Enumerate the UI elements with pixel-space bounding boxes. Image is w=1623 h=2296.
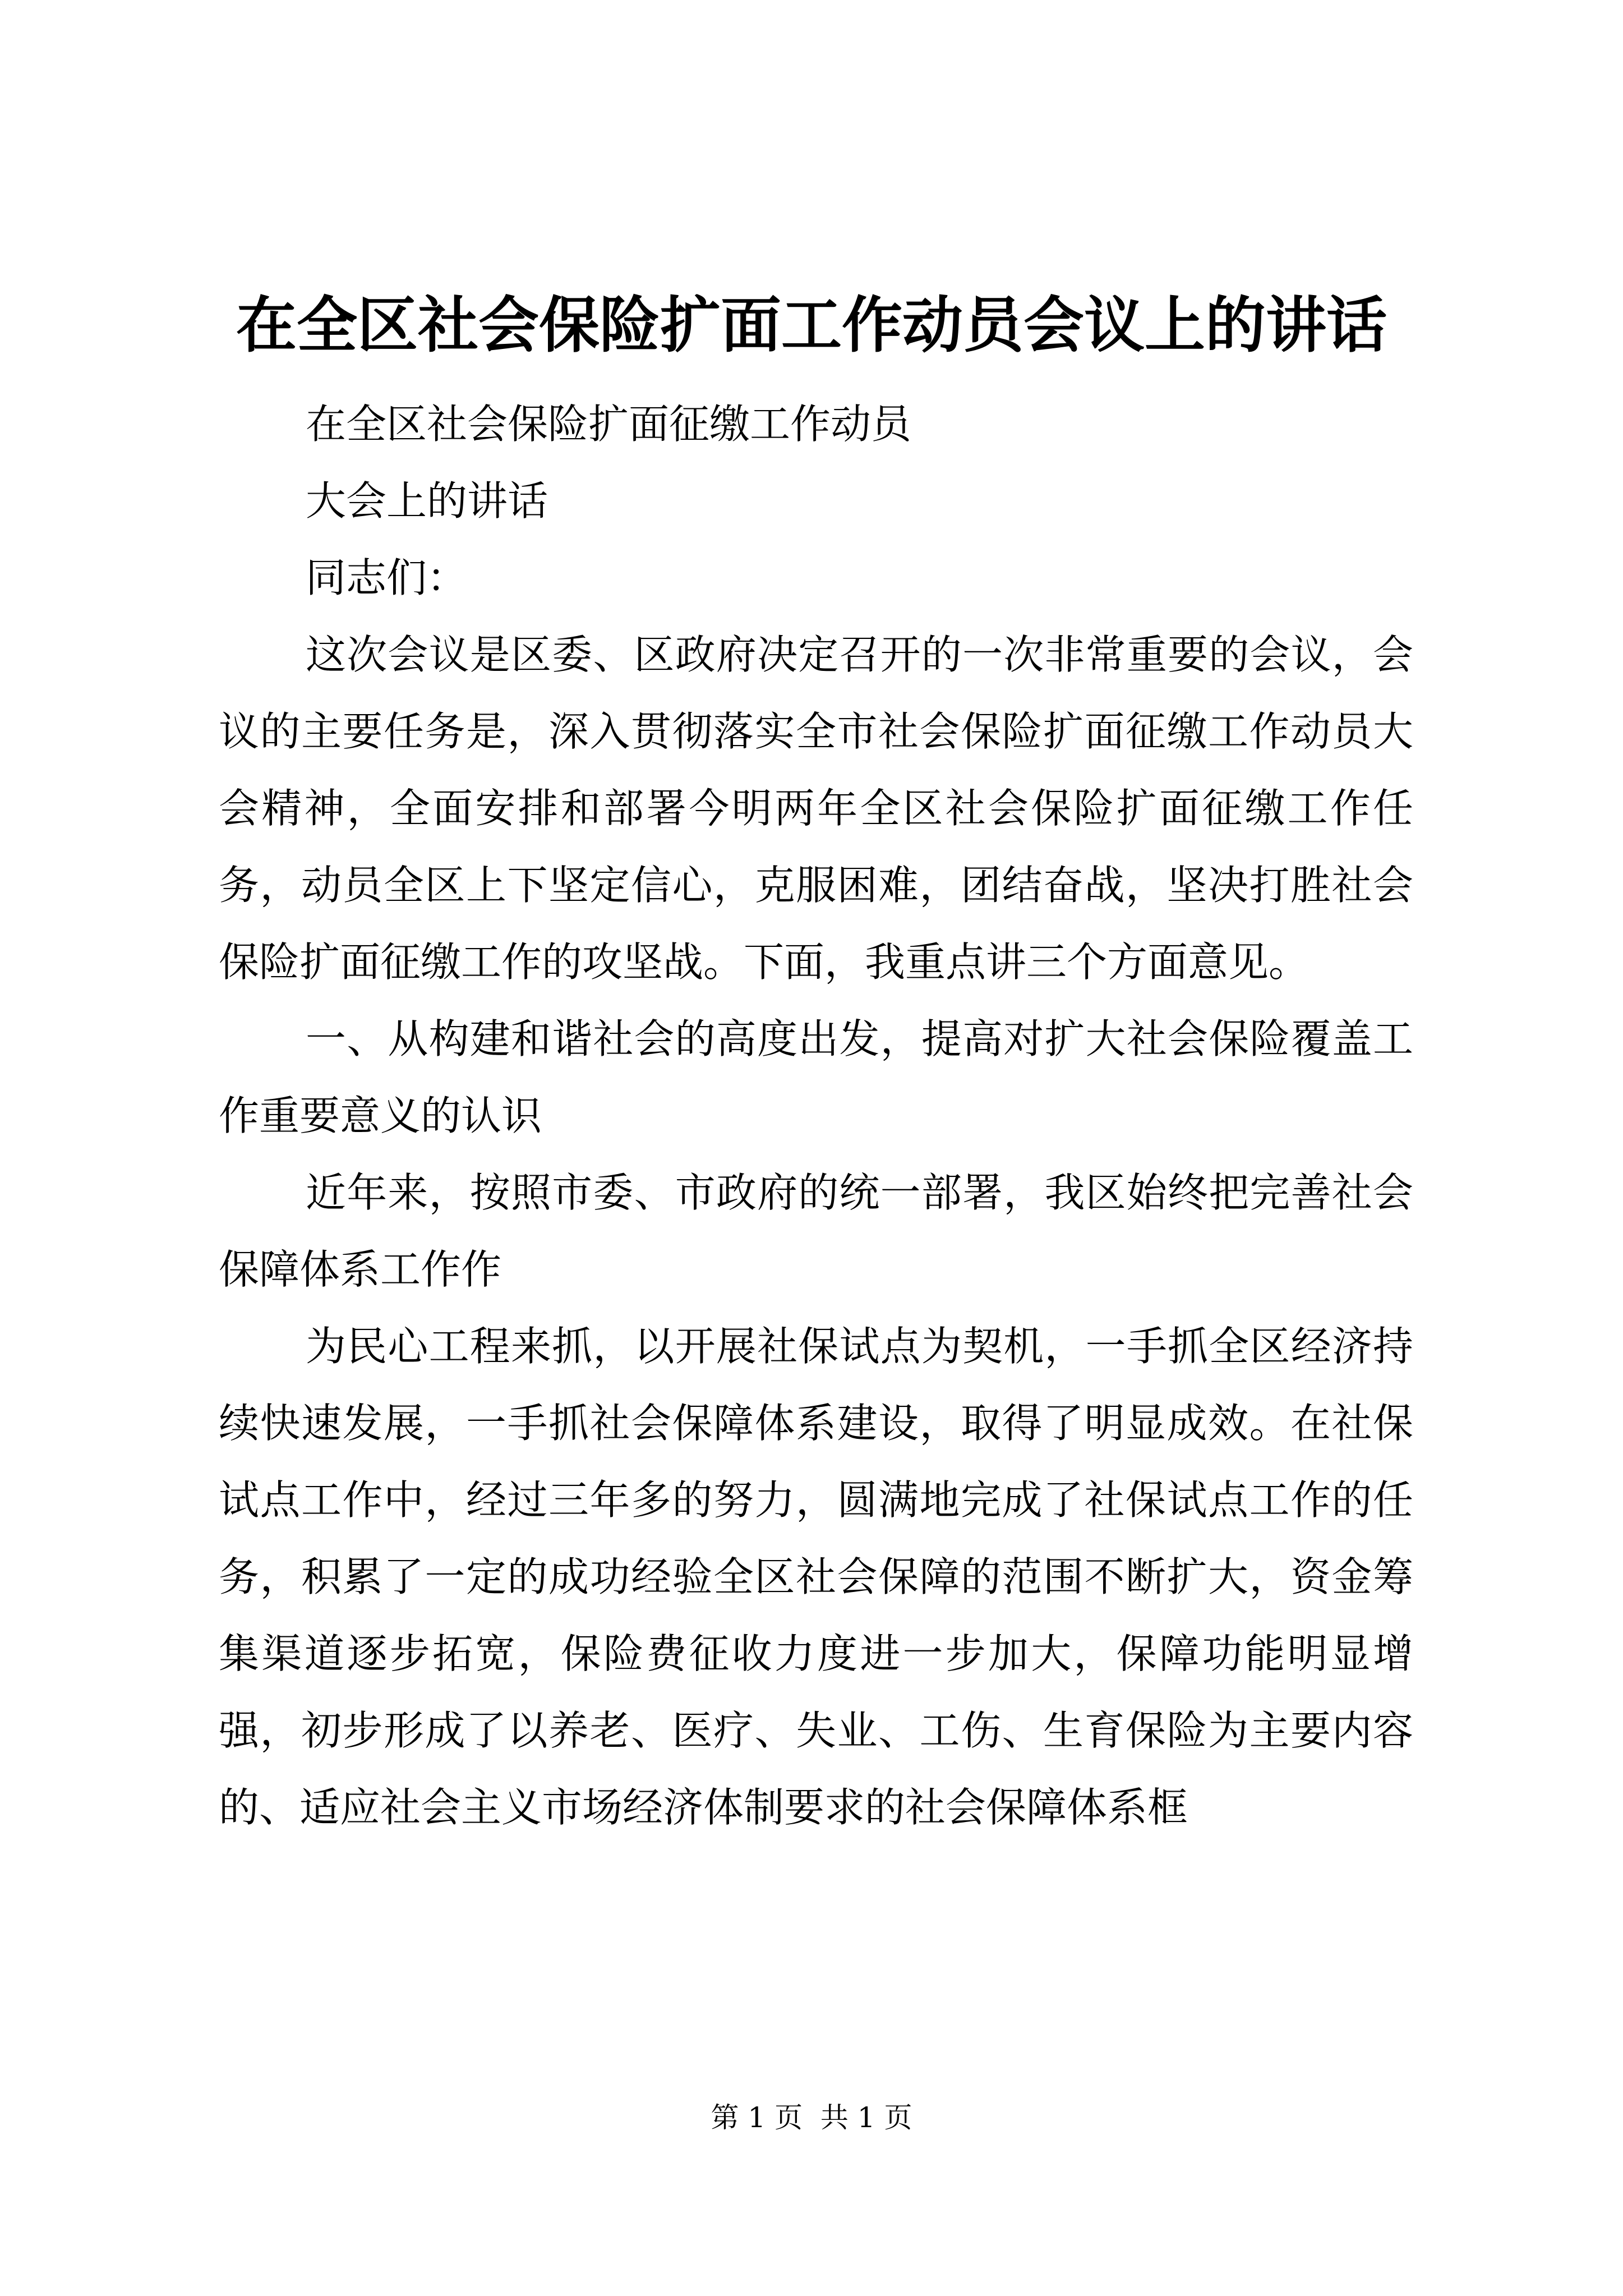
document-title: 在全区社会保险扩面工作动员会议上的讲话 xyxy=(236,290,1387,361)
page-footer: 第 1 页 共 1 页 xyxy=(711,2101,912,2134)
paragraph-subtitle-line-1: 在全区社会保险扩面征缴工作动员 xyxy=(306,401,912,448)
document-body xyxy=(219,386,1413,1846)
paragraph-recent-years: 近年来，按照市委、市政府的统一部署，我区始终把完善社会保障体系工作作 xyxy=(219,1169,1413,1293)
paragraph-section-heading-1: 一、从构建和谐社会的高度出发，提高对扩大社会保险覆盖工作重要意义的认识 xyxy=(219,1015,1413,1139)
paragraph-intro: 这次会议是区委、区政府决定召开的一次非常重要的会议，会议的主要任务是，深入贯彻落实全市社会保险扩面征缴工作动员大会精神，全面安排和部署今明两年全区社会保险扩面征缴工作任务，动员全区上下坚定信心，克服困难，团结奋战，坚决打胜社会保险扩面征缴工作的攻坚战。下面，我重点讲三个方面意见。 xyxy=(219,631,1413,986)
paragraph-subtitle-line-2: 大会上的讲话 xyxy=(306,477,548,524)
paragraph-achievements: 为民心工程来抓，以开展社保试点为契机，一手抓全区经济持续快速发展，一手抓社会保障体系建设，取得了明显成效。在社保试点工作中，经过三年多的努力，圆满地完成了社保试点工作的任务，积累了一定的成功经验全区社会保障的范围不断扩大，资金筹集渠道逐步拓宽，保险费征收力度进一步加大，保障功能明显增强，初步形成了以养老、医疗、失业、工伤、生育保险为主要内容的、适应社会主义市场经济体制要求的社会保障体系框 xyxy=(219,1323,1413,1831)
paragraph-salutation: 同志们： xyxy=(306,554,468,601)
